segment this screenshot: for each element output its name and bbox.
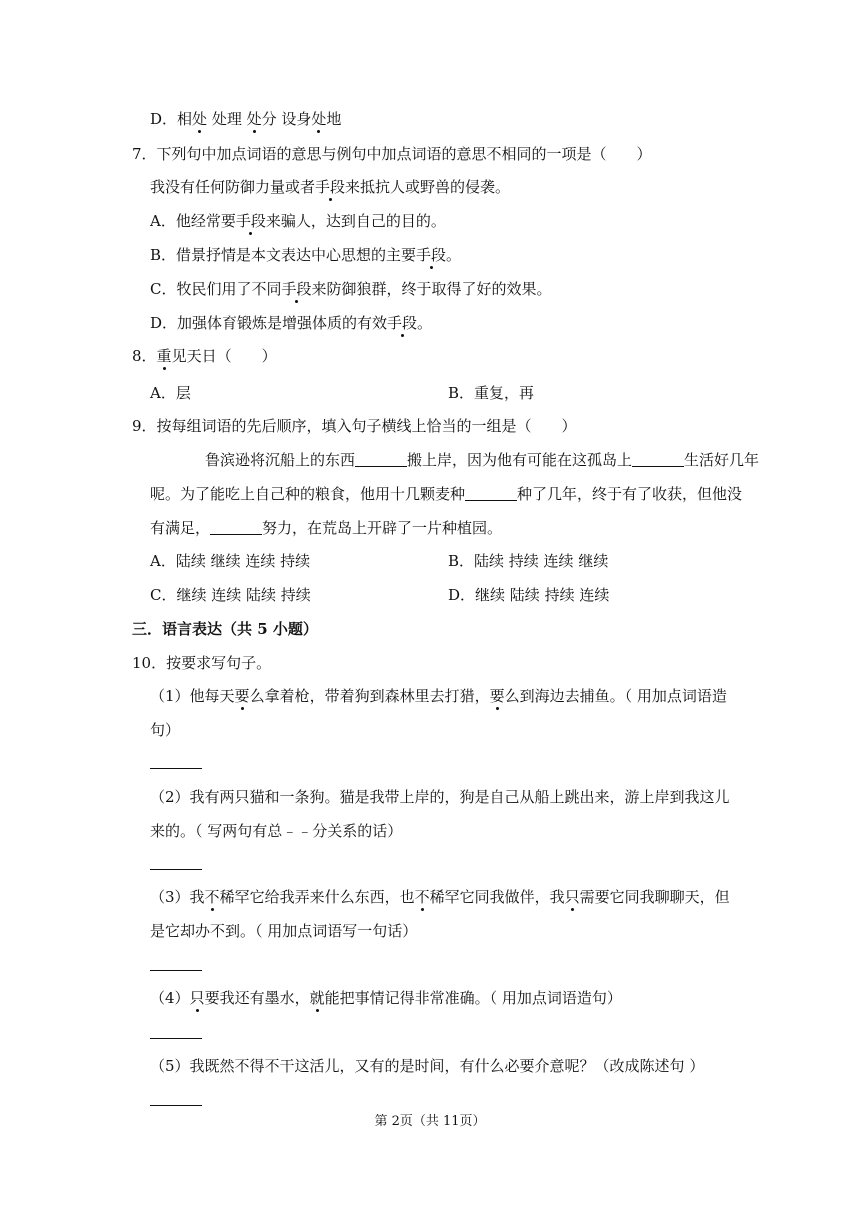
answer-line[interactable] — [150, 1105, 202, 1106]
q9-passage-line-1: 鲁滨逊将沉船上的东西 搬上岸，因为他有可能在这孤岛上 生活好几年 — [205, 451, 760, 469]
q10-sub5: （5）我既然不得不干这活儿，又有的是时间，有什么必要介意呢？（改成陈述句 ） — [150, 1057, 705, 1075]
q9-option-a: A．陆续 继续 连续 持续 — [150, 552, 311, 570]
emphasis-dot-word: 手段 — [416, 246, 447, 264]
emphasis-dot-char: 不 — [204, 888, 220, 906]
section-heading: 三．语言表达（共 5 小题） — [132, 620, 318, 638]
q9-stem: 9．按每组词语的先后顺序，填入句子横线上恰当的一组是（ ） — [132, 417, 577, 435]
emphasis-dot-char: 处 — [192, 110, 208, 128]
q9-option-c: C．继续 连续 陆续 持续 — [150, 586, 311, 604]
emphasis-dot-char: 只 — [189, 989, 205, 1007]
answer-line[interactable] — [150, 768, 202, 769]
emphasis-dot-char: 处 — [246, 110, 262, 128]
q10-sub4: （4）只要我还有墨水，就能把事情记得非常准确。（ 用加点词语造句） — [150, 989, 622, 1007]
emphasis-dot-char: 就 — [309, 989, 325, 1007]
q10-sub1-line2: 句） — [150, 721, 181, 739]
q9-option-b: B．陆续 持续 连续 继续 — [448, 552, 609, 570]
answer-line[interactable] — [150, 970, 202, 971]
emphasis-dot-char: 不 — [414, 888, 430, 906]
fill-blank — [632, 465, 684, 467]
q10-sub2-line1: （2）我有两只猫和一条狗。猫是我带上岸的，狗是自己从船上跳出来，游上岸到我这儿 — [150, 788, 730, 806]
emphasis-dot-char: 要 — [489, 687, 505, 705]
q9-passage-line-3: 有满足， 努力，在荒岛上开辟了一片种植园。 — [150, 519, 503, 537]
q7-option-b: B．借景抒情是本文表达中心思想的主要手段。 — [150, 246, 462, 264]
q8-option-a: A．层 — [150, 384, 191, 402]
q10-sub2-line2: 来的。（ 写两句有总﹣﹣分关系的话） — [150, 822, 403, 840]
q9-passage-line-2: 呢。为了能吃上自己种的粮食，他用十几颗麦种 种了几年，终于有了收获，但他没 — [150, 485, 743, 503]
q10-sub1-line1: （1）他每天要么拿着枪，带着狗到森林里去打猎，要么到海边去捕鱼。（ 用加点词语造 — [150, 687, 727, 705]
q8-option-b: B．重复，再 — [448, 384, 535, 402]
q7-option-c: C．牧民们用了不同手段来防御狼群，终于取得了好的效果。 — [150, 280, 552, 298]
q8-stem: 8．重见天日（ ） — [132, 347, 277, 365]
q9-option-d: D．继续 陆续 持续 连续 — [448, 586, 610, 604]
emphasis-dot-word: 手段 — [315, 178, 346, 196]
q10-stem: 10．按要求写句子。 — [132, 654, 272, 672]
q6-option-d: D．相处 处理 处分 设身处地 — [150, 110, 342, 128]
emphasis-dot-word: 手段 — [235, 212, 266, 230]
emphasis-dot-char: 要 — [234, 687, 250, 705]
q7-option-d: D．加强体育锻炼是增强体质的有效手段。 — [150, 314, 433, 332]
page-footer: 第 2页（共 11页） — [374, 1114, 486, 1129]
fill-blank — [465, 499, 517, 501]
emphasis-dot-char: 重 — [156, 347, 172, 365]
q7-option-a: A．他经常要手段来骗人，达到自己的目的。 — [150, 212, 446, 230]
emphasis-dot-char: 只 — [564, 888, 580, 906]
answer-line[interactable] — [150, 869, 202, 870]
emphasis-dot-char: 处 — [311, 110, 327, 128]
q7-stem: 7．下列句中加点词语的意思与例句中加点词语的意思不相同的一项是（ ） — [132, 145, 652, 163]
emphasis-dot-word: 手段 — [387, 314, 418, 332]
emphasis-dot-word: 手段 — [281, 280, 312, 298]
fill-blank — [210, 533, 262, 535]
q7-example: 我没有任何防御力量或者手段来抵抗人或野兽的侵袭。 — [150, 178, 511, 196]
q10-sub3-line2: 是它却办不到。（ 用加点词语写一句话） — [150, 922, 418, 940]
fill-blank — [355, 465, 407, 467]
answer-line[interactable] — [150, 1038, 202, 1039]
q10-sub3-line1: （3）我不稀罕它给我弄来什么东西，也不稀罕它同我做伴，我只需要它同我聊聊天，但 — [150, 888, 730, 906]
